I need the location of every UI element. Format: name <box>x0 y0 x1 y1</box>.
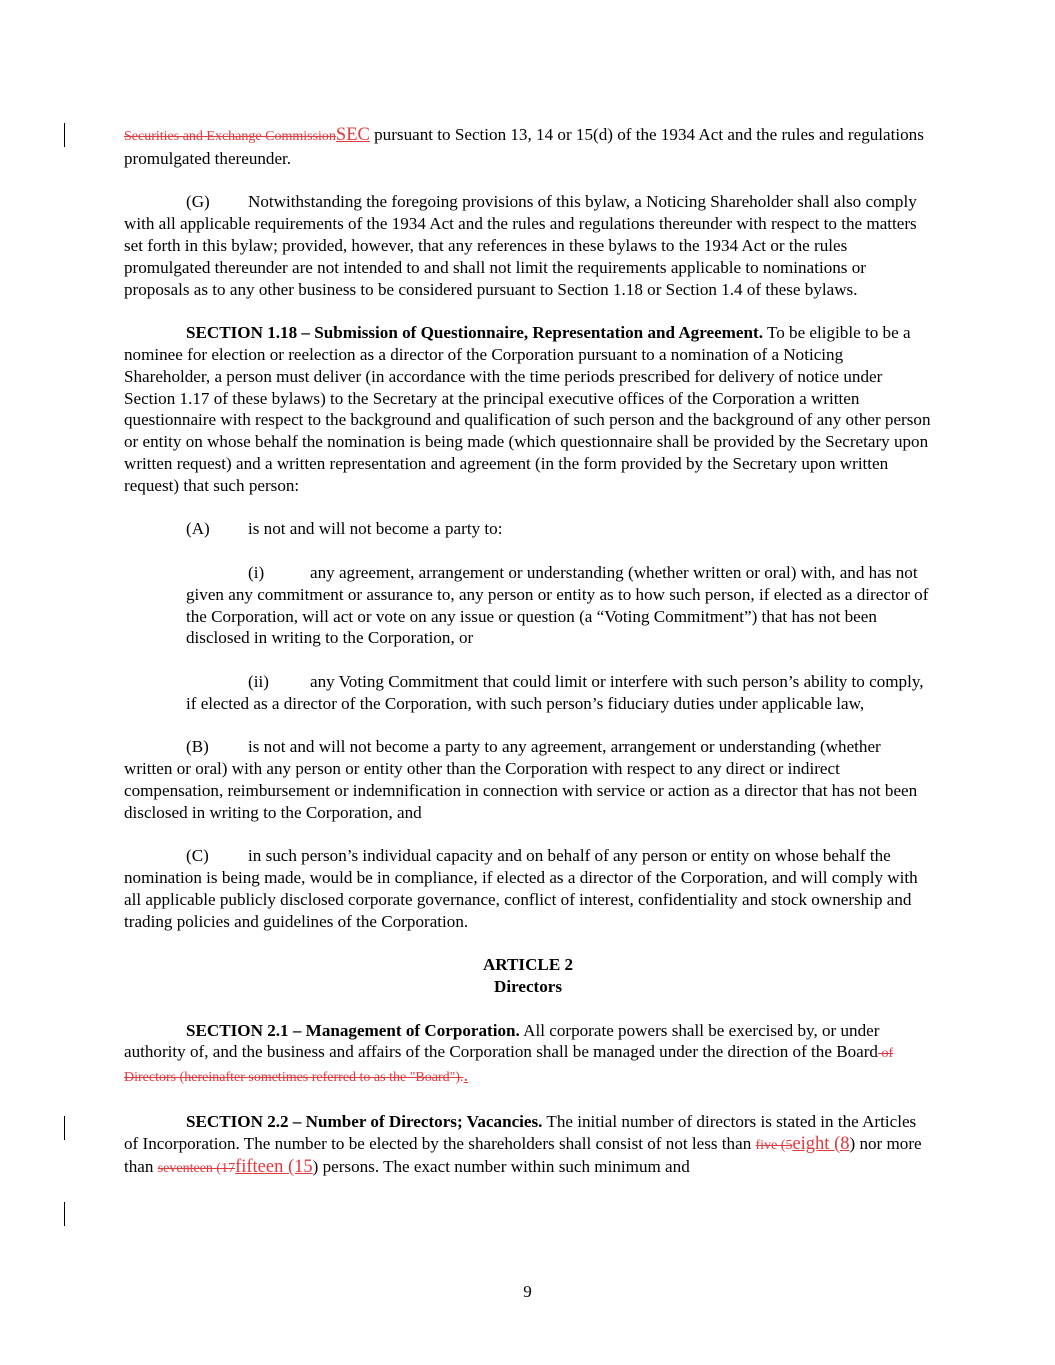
deleted-text: of Directors (hereinafter sometimes referred to as the "Board"). <box>124 1046 894 1086</box>
section-1-18 <box>124 322 932 496</box>
item-marker: (C) <box>186 846 209 866</box>
article-title: ARTICLE 2 <box>482 955 574 975</box>
change-bar <box>64 123 65 147</box>
section-heading: SECTION 1.18 – Submission of Questionnaire, Representation and Agreement. <box>186 323 763 343</box>
item-c <box>124 845 932 932</box>
inserted-text: fifteen (15 <box>235 1157 313 1178</box>
section-2-1 <box>124 1020 932 1089</box>
page-number: 9 <box>523 1282 532 1301</box>
document-page <box>124 124 932 1202</box>
inserted-text: eight (8 <box>792 1133 850 1154</box>
paragraph-text: All corporate powers shall be exercised by, or under authority of, and the business and affairs of the Corporation shall be managed under the direction of the Board <box>124 1020 880 1062</box>
change-bar <box>64 1202 65 1226</box>
item-marker: (i) <box>248 562 265 582</box>
section-heading: SECTION 2.2 – Number of Directors; Vacancies. <box>186 1111 543 1131</box>
section-2-2 <box>124 1111 932 1180</box>
paragraph-text: The initial number of directors is stated in the Articles of Incorporation. The number to be elected by the shareholders shall consist of not less than <box>124 1111 917 1153</box>
paragraph-text: in such person’s individual capacity and on behalf of any person or entity on whose behalf the nomination is being made, would be in compliance, if elected as a director of the Corporation, and will comply with all applicable publicly disclosed corporate governance, conflict of interest, confidentiality and stock ownership and trading policies and guidelines of the Corporation. <box>124 846 918 931</box>
paragraph-text: ) nor more than <box>124 1133 922 1177</box>
paragraph-top <box>124 124 932 170</box>
deleted-text: five (5 <box>755 1137 793 1153</box>
item-marker: (A) <box>186 519 210 539</box>
paragraph-text: any Voting Commitment that could limit or interfere with such person’s ability to comply, if elected as a director of the Corporation, with such person’s fiduciary duties under applicable law, <box>186 671 924 713</box>
paragraph-text: is not and will not become a party to: <box>248 519 503 539</box>
item-a-ii <box>186 671 932 715</box>
inserted-text: SEC <box>335 125 370 145</box>
item-b <box>124 736 932 823</box>
paragraph-g <box>124 191 932 300</box>
inserted-text: . <box>463 1066 469 1087</box>
paragraph-text: is not and will not become a party to any agreement, arrangement or understanding (whether written or oral) with any person or entity other than the Corporation with respect to any direct or indirect compensation, reimbursement or indemnification in connection with service or action as a director that has not been disclosed in writing to the Corporation, and <box>124 737 918 822</box>
deleted-text: seventeen (17 <box>157 1161 236 1177</box>
section-heading: SECTION 2.1 – Management of Corporation. <box>186 1020 520 1040</box>
item-marker: (G) <box>186 192 210 212</box>
item-a-i <box>186 562 932 649</box>
deleted-text: Securities and Exchange Commission <box>124 129 336 144</box>
paragraph-text: Notwithstanding the foregoing provisions of this bylaw, a Noticing Shareholder shall also comply with all applicable requirements of the 1934 Act and the rules and regulations thereunder with respect to the matters set forth in this bylaw; provided, however, that any references in these bylaws to the 1934 Act or the rules promulgated thereunder are not intended to and shall not limit the requirements applicable to nominations or proposals as to any other business to be considered pursuant to Section 1.18 or Section 1.4 of these bylaws. <box>124 192 917 299</box>
item-marker: (B) <box>186 737 209 757</box>
paragraph-text: ) persons. The exact number within such minimum and <box>312 1157 690 1177</box>
article-heading <box>124 954 932 998</box>
paragraph-text: pursuant to Section 13, 14 or 15(d) of the 1934 Act and the rules and regulations promulgated thereunder. <box>124 125 924 168</box>
item-a <box>124 518 932 540</box>
item-marker: (ii) <box>248 671 269 691</box>
article-subtitle: Directors <box>493 977 563 997</box>
change-bar <box>64 1116 65 1140</box>
paragraph-text: To be eligible to be a nominee for election or reelection as a director of the Corporation pursuant to a nomination of a Noticing Shareholder, a person must deliver (in accordance with the time periods prescribed for delivery of notice under Section 1.17 of these bylaws) to the Secretary at the principal executive offices of the Corporation a written questionnaire with respect to the background and qualification of such person and the background of any other person or entity on whose behalf the nomination is being made (which questionnaire shall be provided by the Secretary upon written request) and a written representation and agreement (in the form provided by the Secretary upon written request) that such person: <box>124 323 931 495</box>
paragraph-text: any agreement, arrangement or understanding (whether written or oral) with, and has not given any commitment or assurance to, any person or entity as to how such person, if elected as a director of the Corporation, will act or vote on any issue or question (a “Voting Commitment”) that has not been disclosed in writing to the Corporation, or <box>186 562 929 648</box>
